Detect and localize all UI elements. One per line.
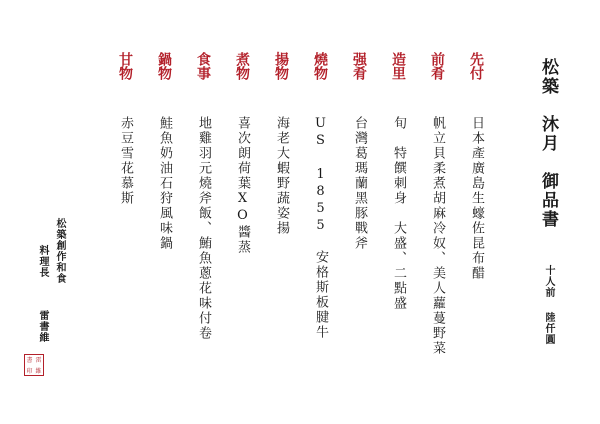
seal-char: 印 xyxy=(26,368,33,375)
course-category: 造里 xyxy=(390,52,406,80)
seal-char: 書 xyxy=(26,357,33,364)
course-dish: 地雞羽元燒斧飯、鮪魚蔥花味付卷 xyxy=(196,116,211,341)
course-dish: 赤豆雪花慕斯 xyxy=(118,116,133,206)
course-category: 强肴 xyxy=(351,52,367,80)
course-category: 甘物 xyxy=(117,52,133,80)
seal-char: 雷 xyxy=(35,357,42,364)
course-dish: 鮭魚奶油石狩風味鍋 xyxy=(157,116,172,251)
course-category: 食事 xyxy=(195,52,211,80)
course-dish: 海老大蝦野蔬姿揚 xyxy=(274,116,289,236)
chef-seal-stamp xyxy=(24,354,44,376)
menu-guests: 十人前 xyxy=(543,265,554,298)
course-dish: US 1855 安格斯板腱牛 xyxy=(313,116,328,340)
course-category: 揚物 xyxy=(273,52,289,80)
chef-name: 雷書維 xyxy=(37,310,48,343)
course-category: 燒物 xyxy=(312,52,328,80)
chef-title: 料理長 xyxy=(37,245,48,278)
course-dish: 旬 特饌刺身 大盛、二點盛 xyxy=(391,116,406,311)
course-category: 前肴 xyxy=(429,52,445,80)
course-category: 先付 xyxy=(468,52,484,80)
course-category: 煮物 xyxy=(234,52,250,80)
menu-fee: 陸仟圓 xyxy=(543,312,554,345)
menu-title: 松築 沐月 御品書 xyxy=(538,58,558,229)
restaurant-name: 松築創作和食 xyxy=(54,218,65,284)
seal-char: 維 xyxy=(35,368,42,375)
course-dish: 台灣葛瑪蘭黑豚戰斧 xyxy=(352,116,367,251)
course-dish: 喜次朗荷葉XO醬蒸 xyxy=(235,116,250,255)
course-dish: 日本產廣島生蠔佐昆布醋 xyxy=(469,116,484,281)
course-category: 鍋物 xyxy=(156,52,172,80)
course-dish: 帆立貝柔煮胡麻冷奴、美人蘿蔓野菜 xyxy=(430,116,445,356)
